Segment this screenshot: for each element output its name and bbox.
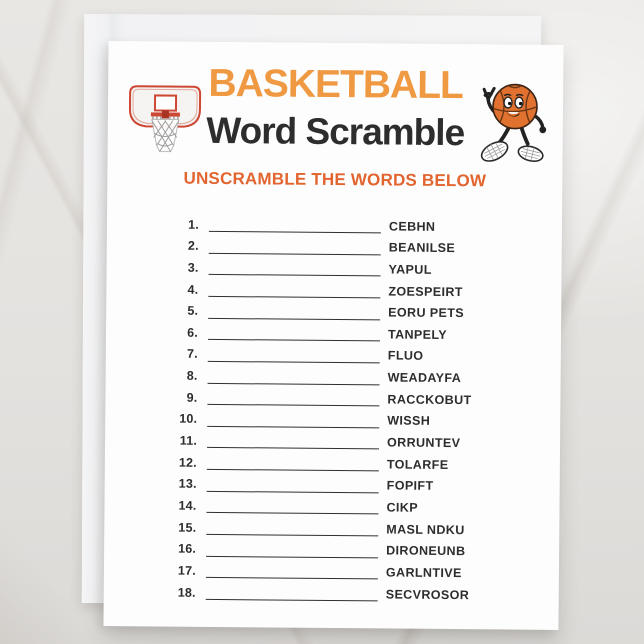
answer-blank-line — [206, 534, 378, 537]
scrambled-word: EORU PETS — [388, 305, 465, 321]
scrambled-word: MASL NDKU — [386, 522, 465, 537]
answer-blank-line — [208, 318, 380, 321]
word-number: 12. — [178, 455, 197, 470]
page-subtitle: Word Scramble — [206, 109, 465, 154]
scrambled-word: TOLARFE — [386, 457, 449, 472]
scrambled-word: GARLNTIVE — [385, 565, 462, 581]
scrambled-word: YAPUL — [388, 262, 432, 277]
word-number: 7. — [186, 347, 198, 362]
scrambled-word: FLUO — [387, 348, 424, 364]
word-number: 11. — [179, 433, 198, 448]
header — [108, 63, 564, 152]
answer-blank-line — [206, 599, 378, 602]
worksheet-card — [103, 41, 563, 630]
word-number: 15. — [178, 520, 197, 535]
scrambled-word: CIKP — [386, 500, 419, 515]
answer-blank-line — [209, 253, 381, 256]
scrambled-word: WEADAYFA — [387, 370, 462, 386]
scrambled-word: BEANILSE — [388, 240, 456, 256]
answer-blank-line — [208, 361, 380, 364]
answer-blank-line — [207, 426, 379, 429]
scrambled-word: DIRONEUNB — [386, 543, 466, 559]
word-number: 5. — [187, 303, 199, 319]
word-list — [164, 213, 552, 606]
answer-blank-line — [206, 512, 378, 515]
word-number: 8. — [186, 368, 198, 383]
scrambled-word: FOPIFT — [386, 478, 434, 494]
answer-blank-line — [209, 231, 381, 234]
word-number: 2. — [187, 239, 199, 254]
page-title: BASKETBALL — [208, 61, 464, 108]
word-number: 14. — [178, 498, 197, 513]
word-number: 3. — [187, 260, 199, 275]
word-row — [164, 580, 549, 605]
word-number: 4. — [187, 282, 199, 297]
answer-blank-line — [206, 556, 378, 559]
answer-blank-line — [208, 382, 380, 385]
answer-blank-line — [207, 469, 379, 472]
answer-blank-line — [207, 491, 379, 494]
answer-blank-line — [207, 404, 379, 407]
answer-blank-line — [207, 447, 379, 450]
answer-blank-line — [209, 274, 381, 277]
scrambled-word: WISSH — [387, 413, 431, 429]
word-number: 16. — [178, 541, 197, 557]
word-number: 6. — [187, 325, 199, 340]
answer-blank-line — [208, 339, 380, 342]
answer-blank-line — [208, 296, 380, 299]
word-number: 9. — [186, 390, 198, 405]
word-number: 17. — [177, 563, 197, 578]
scrambled-word: RACCKOBUT — [387, 392, 472, 407]
answer-blank-line — [206, 577, 378, 580]
scrambled-word: ORRUNTEV — [387, 435, 461, 451]
scrambled-word: TANPELY — [387, 327, 448, 342]
word-number: 1. — [188, 217, 200, 232]
scrambled-word: SECVROSOR — [385, 586, 470, 602]
instruction-text: UNSCRAMBLE THE WORDS BELOW — [183, 168, 487, 191]
scrambled-word: CEBHN — [388, 219, 436, 234]
word-number: 10. — [179, 412, 198, 427]
word-number: 13. — [178, 476, 197, 492]
scrambled-word: ZOESPEIRT — [388, 284, 463, 299]
word-number: 18. — [177, 585, 196, 600]
